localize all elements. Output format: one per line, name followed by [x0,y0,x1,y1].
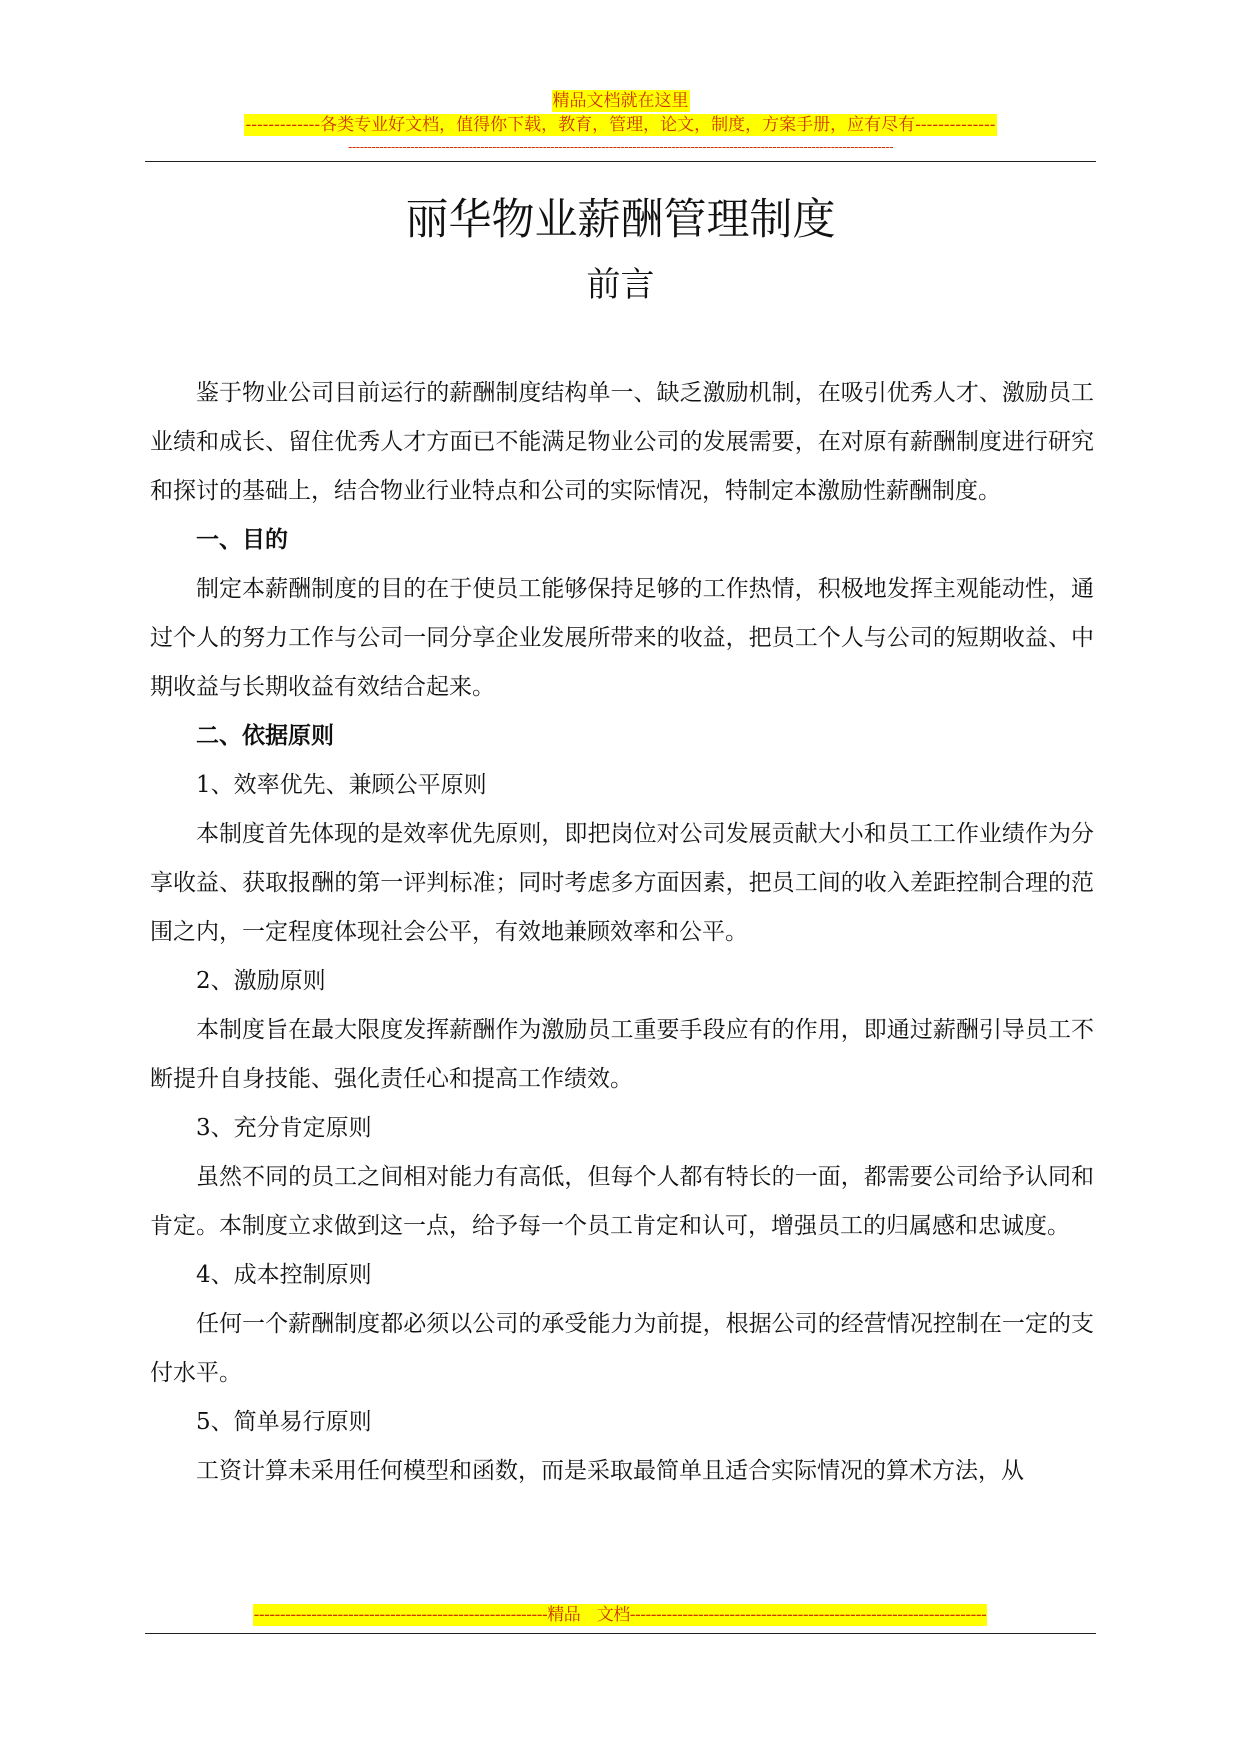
principle-heading: 1、效率优先、兼顾公平原则 [196,772,487,798]
page-footer [180,1604,1060,1626]
principle-heading: 2、激励原则 [196,968,326,994]
document-body [150,369,1094,1496]
header-banner [0,90,1241,112]
paragraph: 鉴于物业公司目前运行的薪酬制度结构单一、缺乏激励机制，在吸引优秀人才、激励员工业绩和成长、留住优秀人才方面已不能满足物业公司的发展需要，在对原有薪酬制度进行研究和探讨的基础上，结合物业行业特点和公司的实际情况，特制定本激励性薪酬制度。 [150,380,1094,504]
header-banner-tagline-row [0,114,1241,136]
section-heading: 一、目的 [196,527,288,553]
paragraph: 制定本薪酬制度的目的在于使员工能够保持足够的工作热情，积极地发挥主观能动性，通过个人的努力工作与公司一同分享企业发展所带来的收益，把员工个人与公司的短期收益、中期收益与长期收益有效结合起来。 [150,576,1094,700]
paragraph: 任何一个薪酬制度都必须以公司的承受能力为前提，根据公司的经营情况控制在一定的支付水平。 [150,1311,1094,1386]
section-heading: 二、依据原则 [196,723,334,749]
header-banner-title: 精品文档就在这里 [552,91,689,111]
header-rule [145,161,1096,162]
principle-heading: 3、充分肯定原则 [196,1115,372,1141]
paragraph: 工资计算未采用任何模型和函数，而是采取最简单且适合实际情况的算术方法，从 [196,1458,1024,1484]
paragraph: 本制度旨在最大限度发挥薪酬作为激励员工重要手段应有的作用，即通过薪酬引导员工不断提升自身技能、强化责任心和提高工作绩效。 [150,1017,1094,1092]
paragraph: 本制度首先体现的是效率优先原则，即把岗位对公司发展贡献大小和员工工作业绩作为分享收益、获取报酬的第一评判标准；同时考虑多方面因素，把员工间的收入差距控制合理的范围之内，一定程度体现社会公平，有效地兼顾效率和公平。 [150,821,1094,945]
header-banner-tagline: -------------各类专业好文档，值得你下载，教育，管理，论文，制度，方案手册，应有尽有-------------- [245,115,996,135]
footer-rule [145,1633,1096,1634]
footer-banner: --------------------------------------------------------精品 文档-------------------------------------------------------------------- [253,1605,987,1625]
page-header [0,90,1241,156]
header-dashed-line: -------------------------------------------------------------------------------------------------------------------------------------------- [348,140,893,155]
paragraph: 虽然不同的员工之间相对能力有高低，但每个人都有特长的一面，都需要公司给予认同和肯定。本制度立求做到这一点，给予每一个员工肯定和认可，增强员工的归属感和忠诚度。 [150,1164,1094,1239]
document-title: 丽华物业薪酬管理制度 [405,195,836,245]
principle-heading: 4、成本控制原则 [196,1262,372,1288]
document-subtitle: 前言 [586,265,655,305]
principle-heading: 5、简单易行原则 [196,1409,372,1435]
